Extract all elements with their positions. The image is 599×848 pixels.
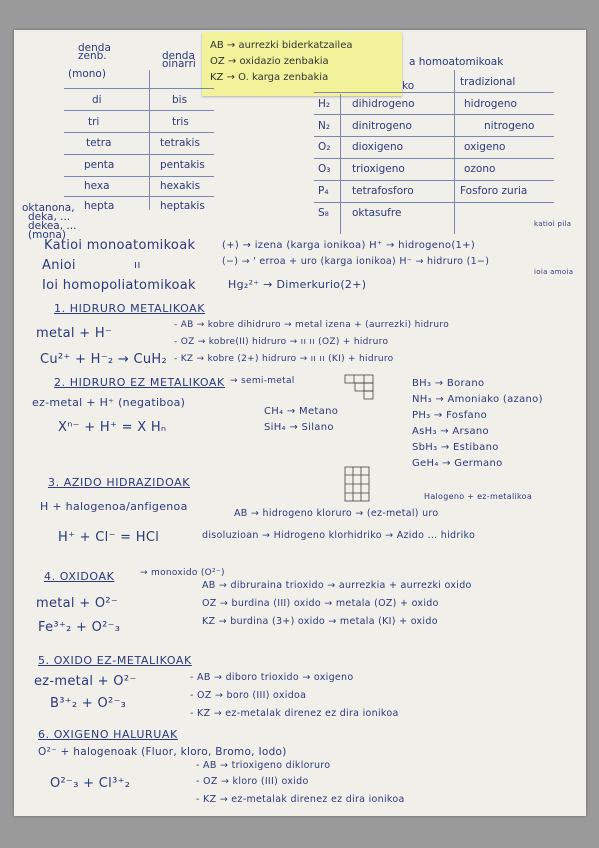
left-table-side-note: deka, ... [28, 211, 71, 223]
left-table-rule [64, 110, 214, 111]
section-4-title-tail: → monoxido (O²⁻) [140, 568, 225, 578]
right-table-rule [314, 158, 554, 159]
section-5-title: 5. OXIDO EZ-METALIKOAK [38, 654, 192, 667]
section-2-silane: SiH₄ → Silano [264, 422, 334, 433]
right-table-rule [314, 114, 554, 115]
molecule-systematic: oktasufre [352, 207, 402, 219]
molecule-systematic: trioxigeno [352, 163, 405, 175]
section-1-eq2: Cu²⁺ + H⁻₂ → CuH₂ [40, 352, 167, 367]
prefix-cell: pentakis [160, 159, 205, 171]
ions-poly-label: Ioi homopoliatomikoak [42, 278, 196, 293]
section-5-eq2: B³⁺₂ + O²⁻₃ [50, 696, 127, 711]
section-1-kz: - KZ → kobre (2+) hidruro → ıı ıı (KI) + hidruro [174, 354, 394, 364]
sticky-line-oz: OZ → oxidazio zenbakia [210, 56, 329, 67]
molecule-formula: N₂ [318, 120, 331, 132]
section-1-eq1: metal + H⁻ [36, 326, 113, 341]
section-2-hydride: AsH₃ → Arsano [412, 426, 489, 437]
section-2-hydride: NH₃ → Amoniako (azano) [412, 394, 543, 405]
ions-cation-label: Katioi monoatomikoak [44, 238, 196, 253]
section-3-dis: disoluzioan → Hidrogeno klorhidriko → Azido ... hidriko [202, 530, 476, 541]
left-table-note-2: denda oinarri [162, 50, 196, 70]
right-table-col2-header: ko [402, 80, 415, 92]
right-table-rule [314, 92, 554, 93]
section-2-methane: CH₄ → Metano [264, 406, 339, 417]
section-3-title: 3. AZIDO HIDRAZIDOAK [48, 476, 191, 489]
right-table-col3-header: tradizional [460, 76, 516, 88]
molecule-systematic: dihidrogeno [352, 98, 415, 110]
ions-anion-label: Anioi [42, 258, 76, 273]
sticky-note [202, 32, 402, 96]
section-2-eq1: ez-metal + H⁺ (negatiboa) [32, 396, 186, 409]
prefix-cell: hexakis [160, 180, 201, 192]
ions-anion-mid: ıı [134, 258, 141, 271]
left-table-rule [64, 88, 214, 89]
right-table-rule [314, 180, 554, 181]
section-2-hydride: BH₃ → Borano [412, 378, 485, 389]
right-table-title: a homoatomikoak [409, 56, 504, 68]
section-2-hydride: PH₃ → Fosfano [412, 410, 488, 421]
section-2-title: 2. HIDRURO EZ METALIKOAK [54, 376, 225, 389]
prefix-cell: penta [84, 159, 115, 171]
section-5-oz: - OZ → boro (III) oxidoa [190, 690, 307, 701]
prefix-cell: tetra [86, 137, 112, 149]
section-4-oz: OZ → burdina (III) oxido → metala (OZ) + oxido [202, 598, 439, 609]
right-table-rule [314, 202, 554, 203]
molecule-traditional: oxigeno [464, 141, 506, 153]
section-3-ab: AB → hidrogeno kloruro → (ez-metal) uro [234, 508, 439, 519]
molecule-traditional: Fosforo zuria [460, 185, 528, 197]
left-table-divider [149, 70, 150, 210]
section-5-eq1: ez-metal + O²⁻ [34, 674, 137, 689]
molecule-formula: H₂ [318, 98, 331, 110]
molecule-traditional: ozono [464, 163, 496, 175]
prefix-cell: tris [172, 116, 189, 128]
section-1-ab: - AB → kobre dihidruro → metal izena + (aurrezki) hidruro [174, 320, 450, 330]
molecule-systematic: tetrafosforo [352, 185, 414, 197]
section-3-note: Halogeno + ez-metalikoa [424, 492, 533, 501]
molecule-traditional: nitrogeno [484, 120, 535, 132]
left-table-side-note: dekea, ... [28, 220, 77, 232]
prefix-cell: tetrakis [160, 137, 200, 149]
sticky-line-kz: KZ → O. karga zenbakia [210, 72, 329, 83]
section-2-hydride: GeH₄ → Germano [412, 458, 503, 469]
left-table-side-note: (mona) [28, 229, 66, 241]
molecule-formula: S₈ [318, 207, 329, 219]
section-1-oz: - OZ → kobre(II) hidruro → ıı ıı (OZ) + hidruro [174, 337, 389, 347]
left-table-rule [64, 132, 214, 133]
molecule-traditional: hidrogeno [464, 98, 517, 110]
section-4-ab: AB → dibruraina trioxido → aurrezkia + aurrezki oxido [202, 580, 472, 591]
ions-anion-text: (−) → ' erroa + uro (karga ionikoa) H⁻ → hidruro (1−) [222, 256, 490, 267]
left-table-rule [64, 196, 214, 197]
prefix-cell: hexa [84, 180, 110, 192]
ions-note: ioia amoia [534, 268, 574, 276]
section-4-kz: KZ → burdina (3+) oxido → metala (KI) + oxido [202, 616, 438, 627]
section-3-eq2: H⁺ + Cl⁻ = HCl [58, 530, 160, 545]
section-6-eq1: O²⁻ + halogenoak (Fluor, kloro, Bromo, Iodo) [38, 746, 287, 758]
ions-note: katioi pila [534, 220, 572, 228]
ions-poly-text: Hg₂²⁺ → Dimerkurio(2+) [228, 278, 367, 291]
molecule-systematic: dinitrogeno [352, 120, 412, 132]
right-table-rule [314, 136, 554, 137]
section-4-title: 4. OXIDOAK [44, 570, 115, 583]
section-3-eq1: H + halogenoa/anfigenoa [40, 500, 188, 513]
ions-cation-text: (+) → izena (karga ionikoa) H⁺ → hidrogeno(1+) [222, 240, 476, 251]
section-6-title: 6. OXIGENO HALURUAK [38, 728, 178, 741]
periodic-table-sketch [344, 374, 374, 400]
left-table-rule [64, 176, 214, 177]
section-2-title-tail: → semi-metal [230, 376, 295, 386]
prefix-cell: di [92, 94, 102, 106]
molecule-formula: P₄ [318, 185, 329, 197]
left-table-header: (mono) [68, 68, 106, 80]
left-table-rule [64, 154, 214, 155]
section-4-eq2: Fe³⁺₂ + O²⁻₃ [38, 620, 121, 635]
section-6-kz: - KZ → ez-metalak direnez ez dira ionikoa [196, 794, 405, 805]
periodic-table-sketch [344, 466, 370, 502]
section-4-eq1: metal + O²⁻ [36, 596, 119, 611]
left-table-side-note: oktanona, [22, 202, 75, 214]
section-1-title: 1. HIDRURO METALIKOAK [54, 302, 206, 315]
right-table-divider [340, 94, 341, 234]
sticky-line-ab: AB → aurrezki biderkatzailea [210, 40, 353, 51]
left-table-note-1: denda zenb. [78, 42, 111, 62]
molecule-formula: O₃ [318, 163, 331, 175]
section-2-eq2: Xⁿ⁻ + H⁺ = X Hₙ [58, 420, 167, 435]
section-5-kz: - KZ → ez-metalak direnez ez dira ionikoa [190, 708, 399, 719]
section-2-hydride: SbH₃ → Estibano [412, 442, 499, 453]
prefix-cell: heptakis [160, 200, 205, 212]
molecule-systematic: dioxigeno [352, 141, 404, 153]
prefix-cell: bis [172, 94, 188, 106]
right-table-divider [454, 70, 455, 234]
section-5-ab: - AB → diboro trioxido → oxigeno [190, 672, 354, 683]
molecule-formula: O₂ [318, 141, 331, 153]
section-6-eq2: O²⁻₃ + Cl³⁺₂ [50, 776, 131, 791]
section-6-ab: - AB → trioxigeno dikloruro [196, 760, 331, 771]
prefix-cell: tri [88, 116, 100, 128]
section-6-oz: - OZ → kloro (III) oxido [196, 776, 309, 787]
prefix-cell: hepta [84, 200, 115, 212]
notebook-page [14, 30, 586, 816]
